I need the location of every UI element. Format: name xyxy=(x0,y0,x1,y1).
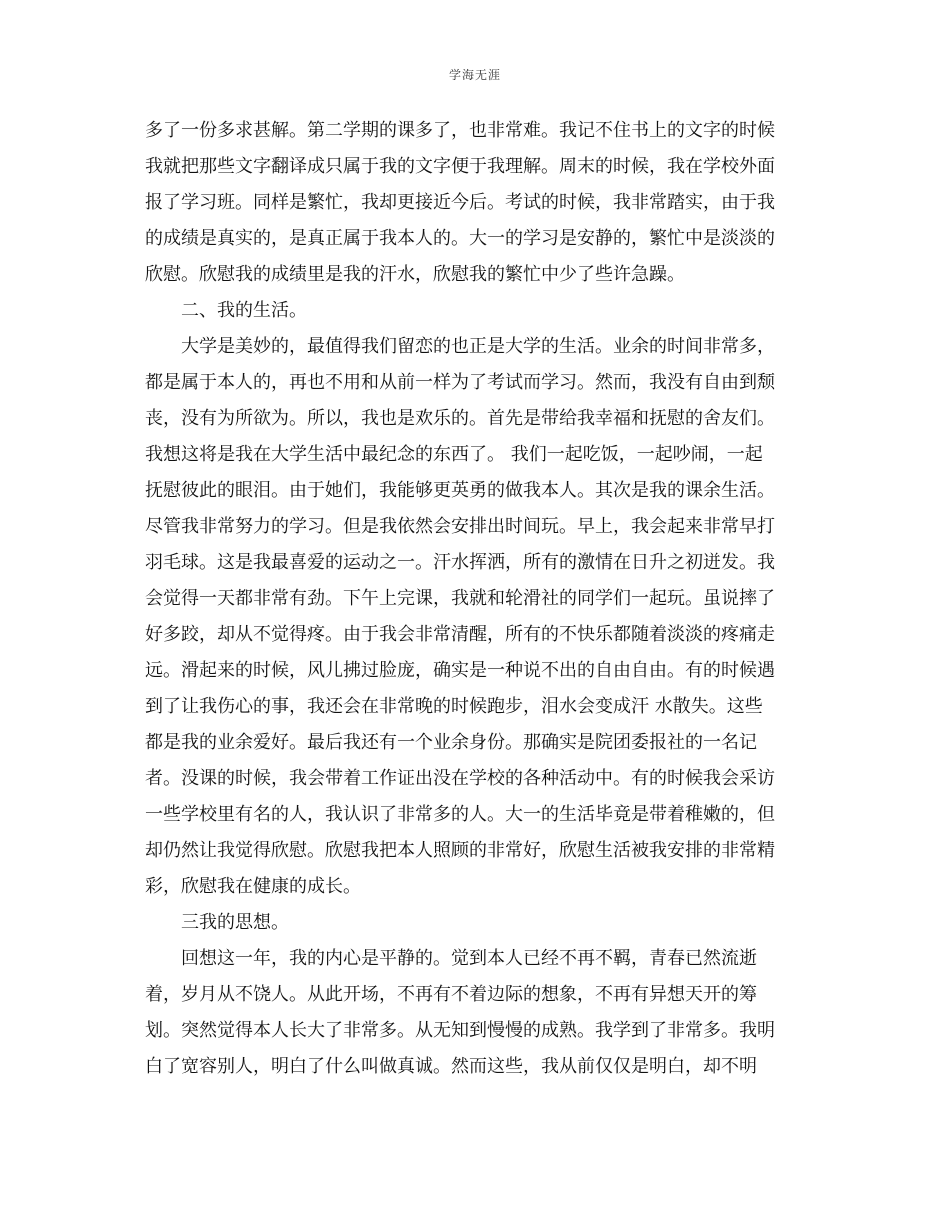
text-line: 一些学校里有名的人，我认识了非常多的人。大一的生活毕竟是带着稚嫩的，但 xyxy=(145,804,775,825)
text-line: 会觉得一天都非常有劲。下午上完课，我就和轮滑社的同学们一起玩。虽说摔了 xyxy=(145,588,775,609)
text-line: 回想这一年，我的内心是平静的。觉到本人已经不再不羁，青春已然流逝 xyxy=(181,948,757,969)
text-line: 欣慰。欣慰我的成绩里是我的汗水，欣慰我的繁忙中少了些许急躁。 xyxy=(145,264,685,285)
text-line: 远。滑起来的时候，风儿拂过脸庞，确实是一种说不出的自由自由。有的时候遇 xyxy=(145,660,775,681)
text-line: 三我的思想。 xyxy=(181,912,289,933)
text-line: 丧，没有为所欲为。所以，我也是欢乐的。首先是带给我幸福和抚慰的舍友们。 xyxy=(145,408,775,429)
page-header: 学海无涯 xyxy=(448,68,501,82)
text-line: 却仍然让我觉得欣慰。欣慰我把本人照顾的非常好，欣慰生活被我安排的非常精 xyxy=(145,840,775,861)
text-line: 着，岁月从不饶人。从此开场，不再有不着边际的想象，不再有异想天开的筹 xyxy=(145,984,757,1005)
text-line: 划。突然觉得本人长大了非常多。从无知到慢慢的成熟。我学到了非常多。我明 xyxy=(145,1020,775,1041)
text-line: 的成绩是真实的，是真正属于我本人的。大一的学习是安静的，繁忙中是淡淡的 xyxy=(145,228,775,249)
text-line: 白了宽容别人，明白了什么叫做真诚。然而这些，我从前仅仅是明白，却不明 xyxy=(145,1056,757,1077)
text-line: 尽管我非常努力的学习。但是我依然会安排出时间玩。早上，我会起来非常早打 xyxy=(145,516,775,537)
text-line: 报了学习班。同样是繁忙，我却更接近今后。考试的时候，我非常踏实，由于我 xyxy=(145,192,775,213)
text-line: 我就把那些文字翻译成只属于我的文字便于我理解。周末的时候，我在学校外面 xyxy=(145,156,775,177)
text-line: 多了一份多求甚解。第二学期的课多了，也非常难。我记不住书上的文字的时候 xyxy=(145,120,775,141)
text-line: 抚慰彼此的眼泪。由于她们，我能够更英勇的做我本人。其次是我的课余生活。 xyxy=(145,480,775,501)
text-line: 都是我的业余爱好。最后我还有一个业余身份。那确实是院团委报社的一名记 xyxy=(145,732,757,753)
text-line: 都是属于本人的，再也不用和从前一样为了考试而学习。然而，我没有自由到颓 xyxy=(145,372,775,393)
text-line: 羽毛球。这是我最喜爱的运动之一。汗水挥洒，所有的激情在日升之初迸发。我 xyxy=(145,552,775,573)
text-line: 大学是美妙的，最值得我们留恋的也正是大学的生活。业余的时间非常多， xyxy=(181,336,775,357)
text-line: 二、我的生活。 xyxy=(181,300,307,321)
document-body xyxy=(145,113,805,1085)
text-line: 彩，欣慰我在健康的成长。 xyxy=(145,876,361,897)
text-line: 我想这将是我在大学生活中最纪念的东西了。 我们一起吃饭，一起吵闹，一起 xyxy=(145,444,763,465)
text-line: 好多跤，却从不觉得疼。由于我会非常清醒，所有的不快乐都随着淡淡的疼痛走 xyxy=(145,624,775,645)
text-line: 到了让我伤心的事，我还会在非常晚的时候跑步，泪水会变成汗 水散失。这些 xyxy=(145,696,763,717)
text-line: 者。没课的时候，我会带着工作证出没在学校的各种活动中。有的时候我会采访 xyxy=(145,768,775,789)
